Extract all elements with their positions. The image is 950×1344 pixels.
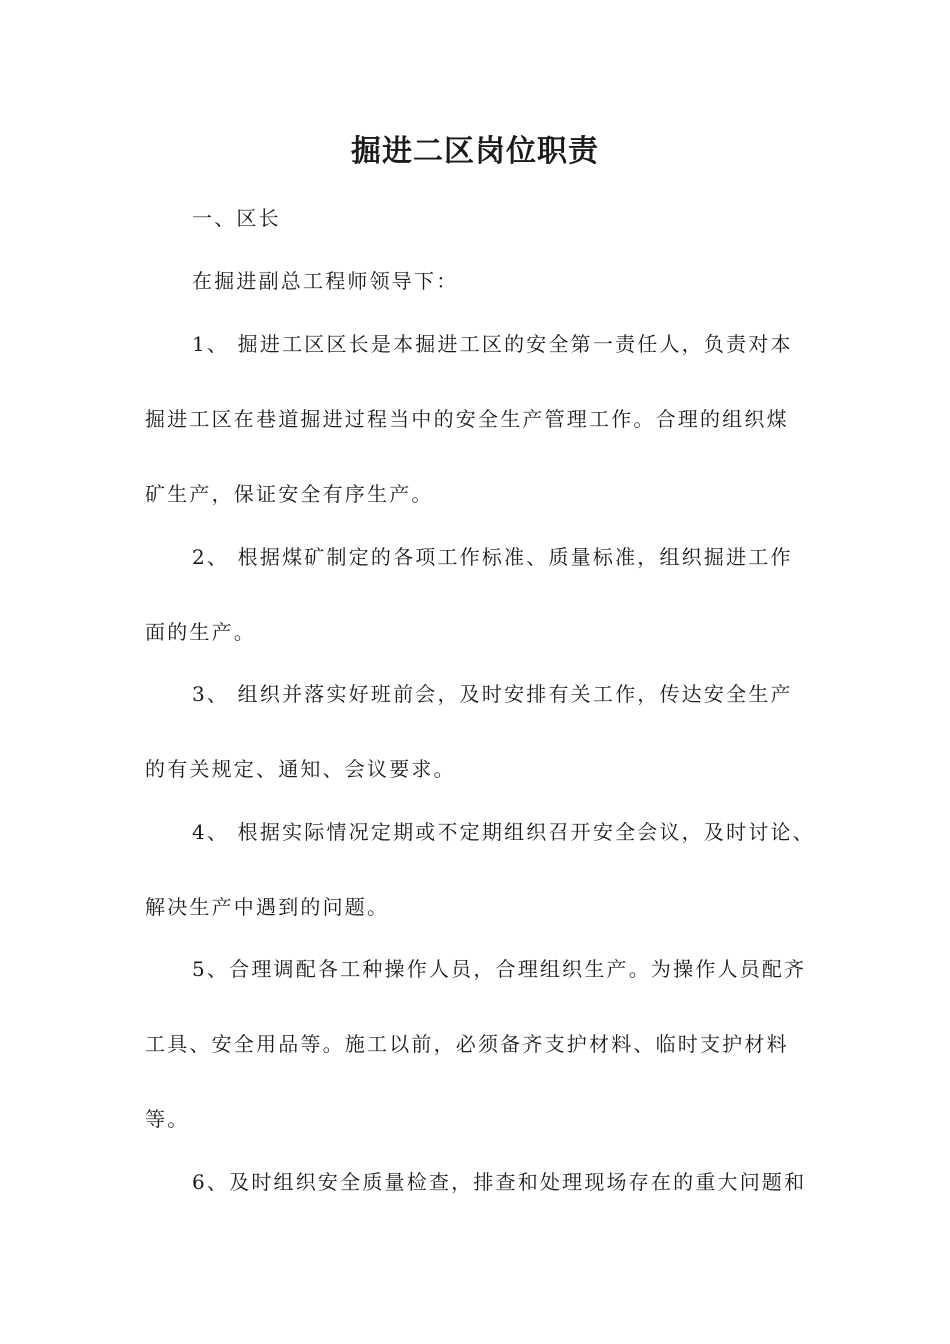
paragraph-line: 矿生产，保证安全有序生产。: [145, 482, 434, 506]
paragraph-line: 1、 掘进工区区长是本掘进工区的安全第一责任人，负责对本: [192, 332, 793, 356]
paragraph-line: 的有关规定、通知、会议要求。: [145, 757, 456, 781]
section-heading: 一、区长: [192, 206, 281, 230]
paragraph-line: 工具、安全用品等。施工以前，必须备齐支护材料、临时支护材料: [145, 1032, 789, 1056]
paragraph-line: 2、 根据煤矿制定的各项工作标准、质量标准，组织掘进工作: [192, 545, 793, 569]
paragraph-line: 在掘进副总工程师领导下：: [192, 269, 459, 293]
paragraph-line: 5、合理调配各工种操作人员，合理组织生产。为操作人员配齐: [192, 957, 807, 981]
paragraph-line: 6、及时组织安全质量检查，排查和处理现场存在的重大问题和: [192, 1170, 807, 1194]
paragraph-line: 解决生产中遇到的问题。: [145, 895, 390, 919]
paragraph-line: 等。: [145, 1107, 190, 1131]
paragraph-line: 掘进工区在巷道掘进过程当中的安全生产管理工作。合理的组织煤: [145, 407, 789, 431]
paragraph-line: 4、 根据实际情况定期或不定期组织召开安全会议，及时讨论、: [192, 820, 815, 844]
document-title: 掘进二区岗位职责: [351, 134, 599, 169]
paragraph-line: 面的生产。: [145, 620, 256, 644]
paragraph-line: 3、 组织并落实好班前会，及时安排有关工作，传达安全生产: [192, 682, 793, 706]
